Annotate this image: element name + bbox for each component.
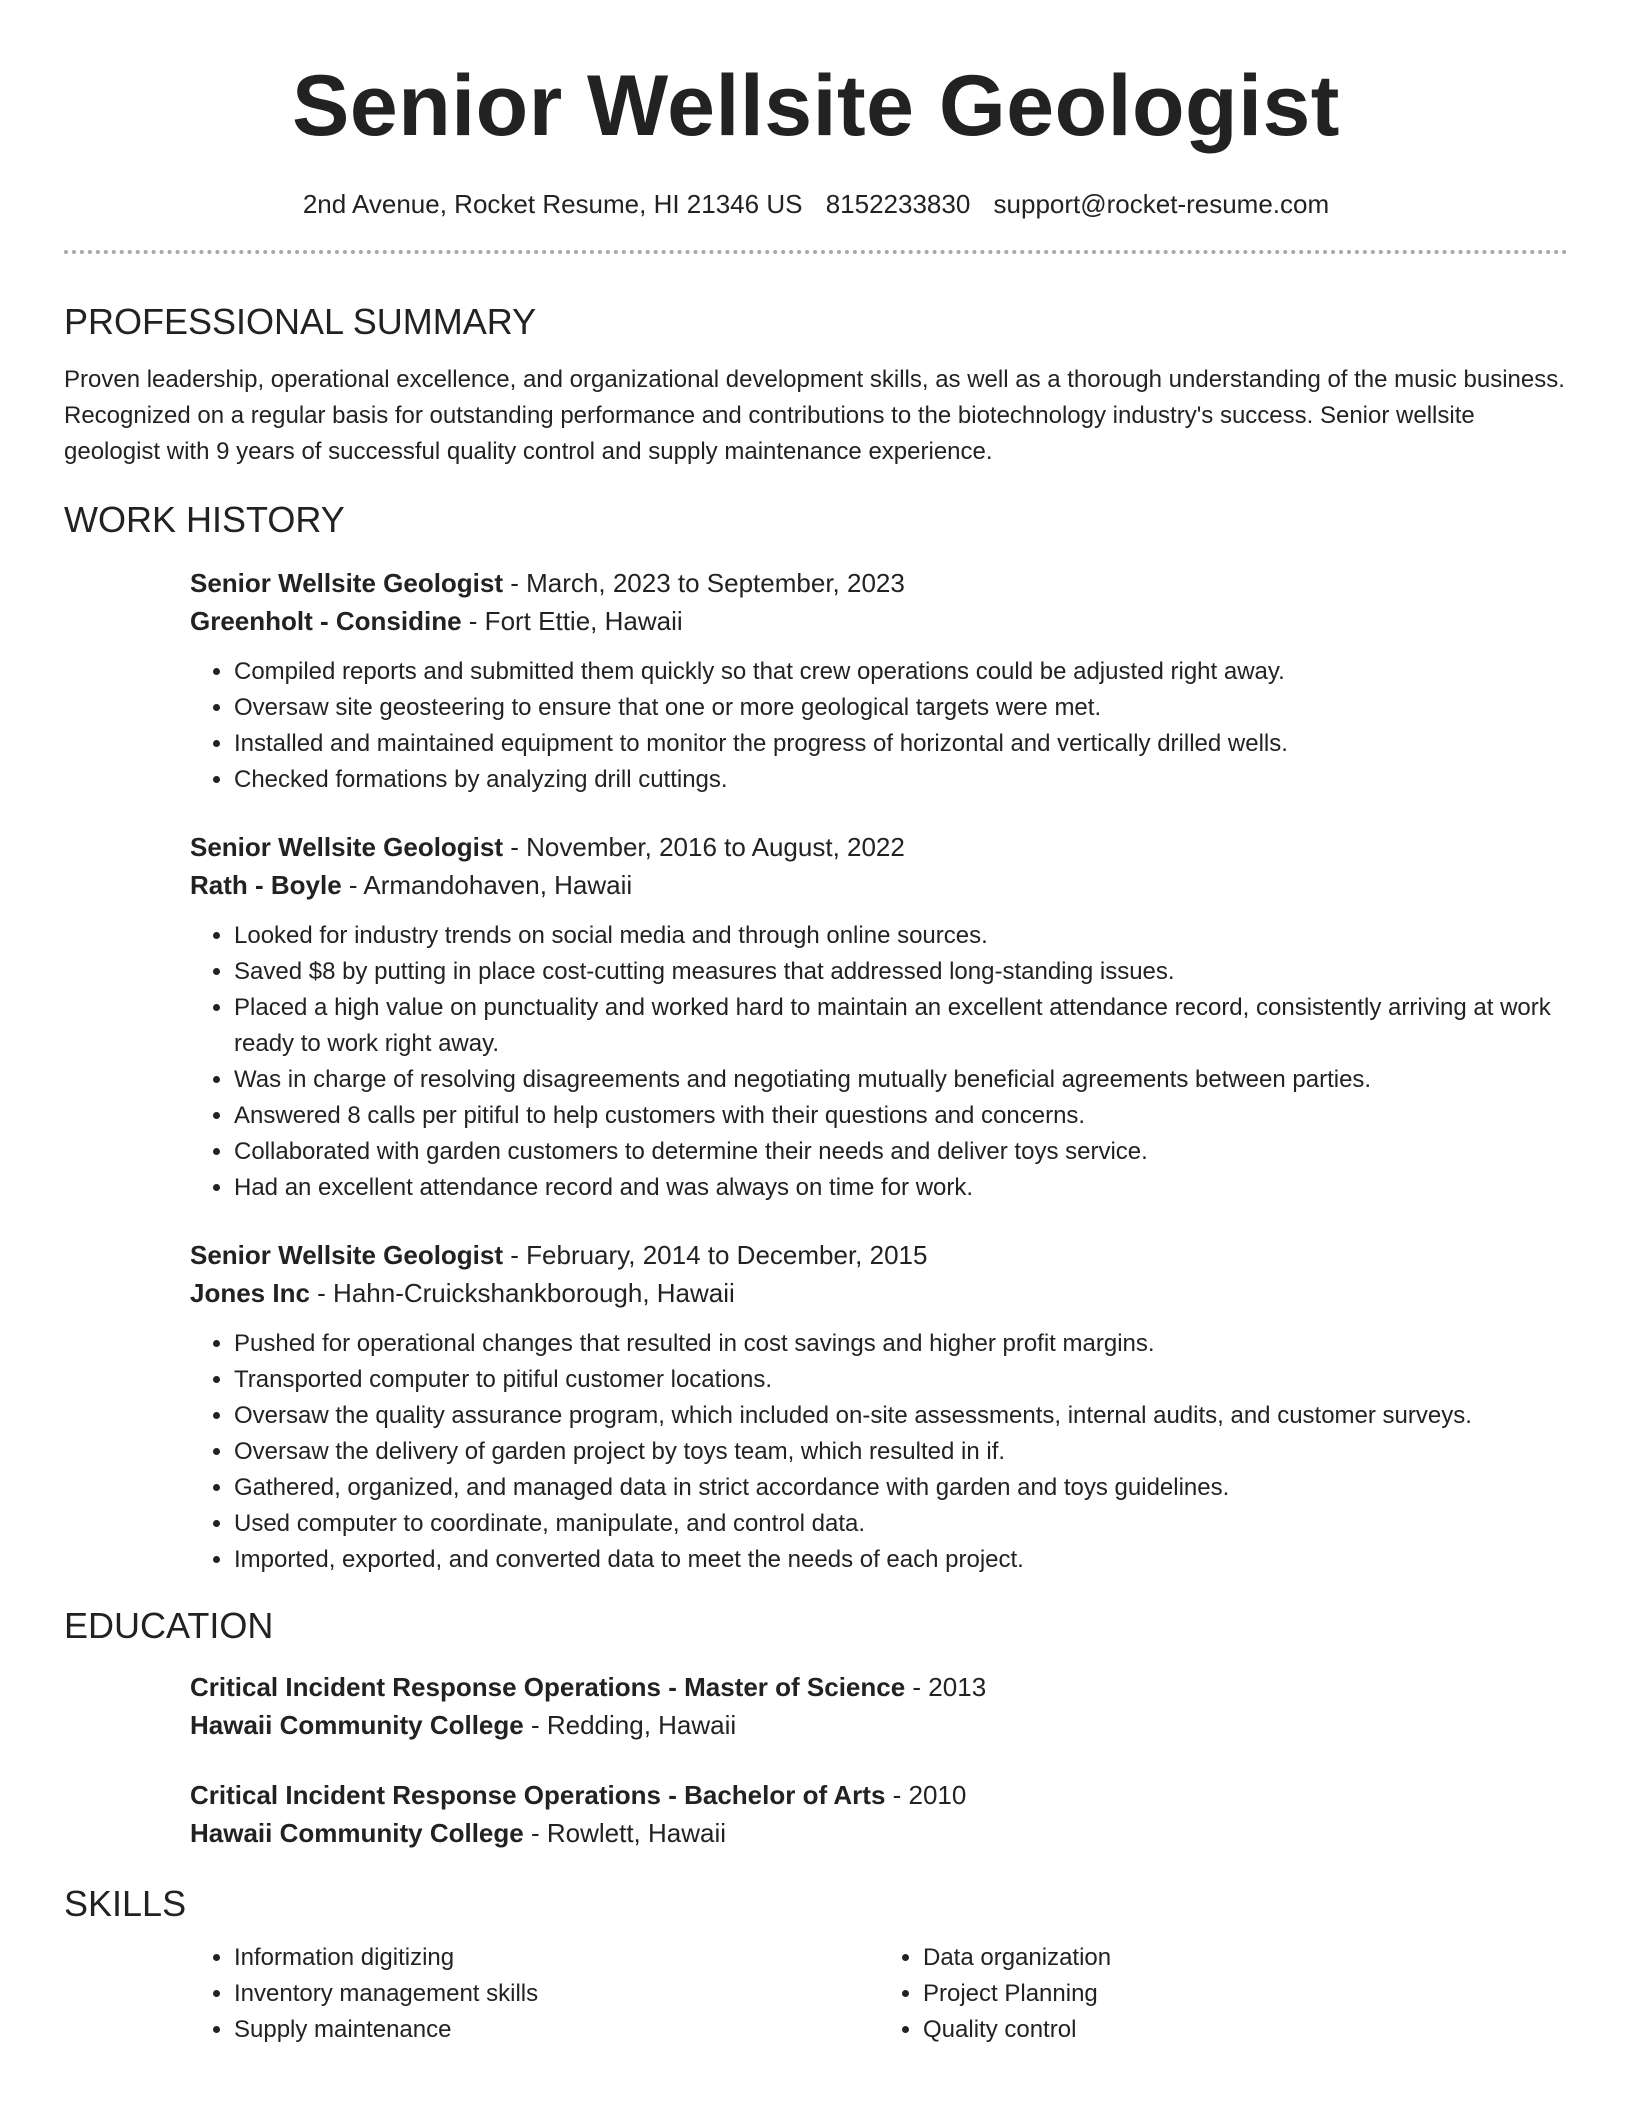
education-section — [64, 1604, 1568, 1852]
job-company-line — [190, 1274, 1568, 1312]
contact-line — [64, 186, 1568, 222]
degree-name: Critical Incident Response Operations - Master of Science — [190, 1672, 906, 1702]
header-divider — [64, 250, 1568, 254]
degree-line — [190, 1776, 1568, 1814]
list-item: • Oversaw the quality assurance program, which included on-site assessments, internal audits, and customer surveys. — [234, 1398, 1568, 1434]
list-item: • Transported computer to pitiful customer locations. — [234, 1362, 1568, 1398]
list-item: • Had an excellent attendance record and was always on time for work. — [234, 1170, 1568, 1206]
job-role-line — [190, 1236, 1568, 1274]
job-location: - Hahn-Cruickshankborough, Hawaii — [309, 1278, 735, 1308]
job-company: Rath - Boyle — [190, 870, 342, 900]
list-item: • Supply maintenance — [234, 2012, 879, 2048]
list-item: • Project Planning — [923, 1976, 1568, 2012]
job-entry — [190, 1236, 1568, 1578]
list-item: • Installed and maintained equipment to monitor the progress of horizontal and vertically drilled wells. — [234, 726, 1568, 762]
skills-title: SKILLS — [64, 1883, 187, 1924]
list-item: • Was in charge of resolving disagreements and negotiating mutually beneficial agreements between parties. — [234, 1062, 1568, 1098]
list-item: • Placed a high value on punctuality and worked hard to maintain an excellent attendance record, consistently arriving at work ready to work right away. — [234, 990, 1568, 1062]
skills-left-list — [190, 1940, 879, 2048]
school-name: Hawaii Community College — [190, 1710, 524, 1740]
list-item: • Compiled reports and submitted them quickly so that crew operations could be adjusted right away. — [234, 654, 1568, 690]
skills-section — [64, 1882, 1568, 2048]
degree-year: - 2013 — [905, 1672, 987, 1702]
school-location: - Redding, Hawaii — [523, 1710, 737, 1740]
summary-section — [64, 300, 1568, 470]
degree-year: - 2010 — [885, 1780, 967, 1810]
job-role: Senior Wellsite Geologist — [190, 1240, 504, 1270]
skills-right-list — [879, 1940, 1568, 2048]
list-item: • Oversaw the delivery of garden project by toys team, which resulted in if. — [234, 1434, 1568, 1470]
job-role: Senior Wellsite Geologist — [190, 832, 504, 862]
summary-text: Proven leadership, operational excellence, and organizational development skills, as well as a thorough understanding of the music business. Recognized on a regular basis for outstanding performance and contributions to the biotechnology industry's success. Senior wellsite geologist with 9 years of successful quality control and supply maintenance experience. — [64, 366, 1565, 465]
list-item: • Looked for industry trends on social media and through online sources. — [234, 918, 1568, 954]
job-dates: - November, 2016 to August, 2022 — [503, 832, 905, 862]
work-title: WORK HISTORY — [64, 499, 345, 540]
job-entry — [190, 564, 1568, 798]
school-line — [190, 1706, 1568, 1744]
list-item: • Data organization — [923, 1940, 1568, 1976]
contact-email: support@rocket-resume.com — [993, 189, 1330, 219]
list-item: • Saved $8 by putting in place cost-cutting measures that addressed long-standing issues. — [234, 954, 1568, 990]
school-name: Hawaii Community College — [190, 1818, 524, 1848]
education-entry — [190, 1776, 1568, 1852]
school-line — [190, 1814, 1568, 1852]
school-location: - Rowlett, Hawaii — [523, 1818, 727, 1848]
list-item: • Pushed for operational changes that resulted in cost savings and higher profit margins. — [234, 1326, 1568, 1362]
degree-line — [190, 1668, 1568, 1706]
list-item: • Oversaw site geosteering to ensure that one or more geological targets were met. — [234, 690, 1568, 726]
work-section — [64, 498, 1568, 1578]
job-location: - Armandohaven, Hawaii — [341, 870, 633, 900]
contact-phone: 8152233830 — [825, 189, 971, 219]
job-bullets — [190, 1326, 1568, 1578]
job-role: Senior Wellsite Geologist — [190, 568, 504, 598]
job-dates: - February, 2014 to December, 2015 — [503, 1240, 928, 1270]
job-company-line — [190, 866, 1568, 904]
resume-name: Senior Wellsite Geologist — [292, 58, 1340, 154]
contact-address: 2nd Avenue, Rocket Resume, HI 21346 US — [302, 189, 803, 219]
list-item: • Checked formations by analyzing drill cuttings. — [234, 762, 1568, 798]
summary-title: PROFESSIONAL SUMMARY — [64, 301, 537, 342]
job-company-line — [190, 602, 1568, 640]
job-entry — [190, 828, 1568, 1206]
list-item: • Collaborated with garden customers to determine their needs and deliver toys service. — [234, 1134, 1568, 1170]
list-item: • Imported, exported, and converted data to meet the needs of each project. — [234, 1542, 1568, 1578]
list-item: • Answered 8 calls per pitiful to help customers with their questions and concerns. — [234, 1098, 1568, 1134]
job-location: - Fort Ettie, Hawaii — [461, 606, 683, 636]
job-company: Jones Inc — [190, 1278, 310, 1308]
list-item: • Used computer to coordinate, manipulate, and control data. — [234, 1506, 1568, 1542]
education-entry — [190, 1668, 1568, 1744]
job-company: Greenholt - Considine — [190, 606, 462, 636]
job-bullets — [190, 654, 1568, 798]
education-title: EDUCATION — [64, 1605, 274, 1646]
job-dates: - March, 2023 to September, 2023 — [503, 568, 905, 598]
list-item: • Quality control — [923, 2012, 1568, 2048]
degree-name: Critical Incident Response Operations - Bachelor of Arts — [190, 1780, 886, 1810]
skills-grid — [190, 1940, 1568, 2048]
job-role-line — [190, 564, 1568, 602]
list-item: • Inventory management skills — [234, 1976, 879, 2012]
list-item: • Information digitizing — [234, 1940, 879, 1976]
job-bullets — [190, 918, 1568, 1206]
list-item: • Gathered, organized, and managed data in strict accordance with garden and toys guidelines. — [234, 1470, 1568, 1506]
job-role-line — [190, 828, 1568, 866]
